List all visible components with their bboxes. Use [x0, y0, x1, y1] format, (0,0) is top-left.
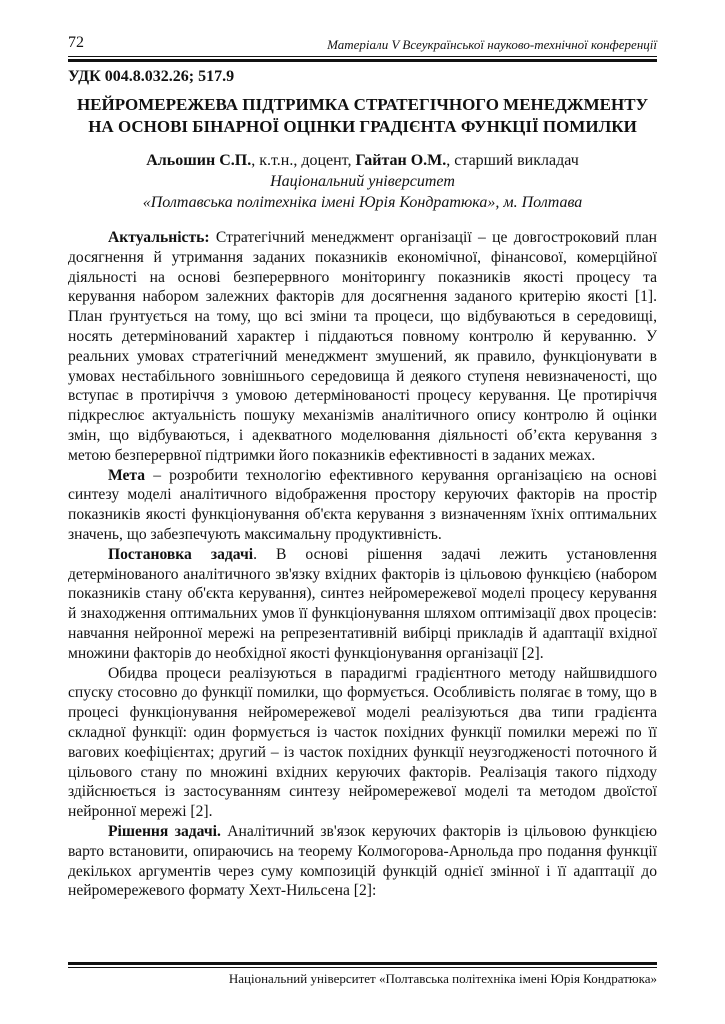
page-number: 72: [68, 34, 84, 51]
running-header: [68, 34, 657, 56]
footer-institution: Національний університет «Полтавська політехніка імені Юрія Кондратюка»: [228, 971, 657, 986]
conference-title: Матеріали V Всеукраїнської науково-технічної конференції: [327, 37, 657, 52]
author-1-desc: , к.т.н., доцент,: [251, 152, 356, 169]
body-text: [68, 228, 657, 901]
goal-text: – розробити технологію ефективного керування організацією на основі синтезу моделі аналітичного відображення простору керуючих факторів на простір показників якості функціонування об'єкта керування з визначенням їхніх оптимальних значень, що забезпечують максимальну продуктивність.: [68, 466, 657, 543]
paragraph-relevance: [68, 228, 657, 466]
header-rule-thick: [68, 59, 657, 62]
header-rule: [68, 56, 657, 57]
problem-text: . В основі рішення задачі лежить установлення детермінованого аналітичного зв'язку вхідних факторів із цільовою функцією (набором показників стану об'єкта керування), синтез нейромережевої моделі процесу керування й знаходження оптимальних умов її функціонування шляхом оптимізації двох процесів: навчання нейронної мережі на репрезентативній вибірці прикладів й адаптації вхідної множини факторів до необхідної якості функціонування організації [2].: [68, 545, 657, 662]
problem-heading: Постановка задачі: [108, 545, 254, 563]
paragraph-processes: Обидва процеси реалізуються в парадигмі градієнтного методу найшвидшого спуску стосовно до функції помилки, що формується. Особливість полягає в тому, що в процесі функціонування нейромережевої моделі реалізуються два типи градієнта складної функції: один формується із часток похідних функції помилки мережі по її вагових коефіцієнтах; другий – із часток похідних функції неузгодженості поточного й цільового стану по множині вхідних керуючих факторів. Реалізація такого підходу здійснюється із застосуванням синтезу нейромережевої моделі та методом двоїстої нейронної мережі [2].: [68, 664, 657, 821]
solution-text: Аналітичний зв'язок керуючих факторів із цільовою функцією варто встановити, опираючись на теорему Колмогорова-Арнольда про подання функції декількох аргументів через суму композицій функцій однієї змінної і її адаптації до нейромережевого формату Хехт-Нильсена [2]:: [68, 822, 657, 900]
relevance-text: Стратегічний менеджмент організації – це довгостроковий план досягнення й утримання заданих показників економічної, фінансової, комерційної діяльності на основі безперервного моніторингу показників якості процесу та керування набором залежних факторів для досягнення заданого критерію якості [1]. План ґрунтується на тому, що всі зміни та процеси, що відбуваються в середовищі, носять детермінований характер і піддаються повному контролю й керуванню. У реальних умовах стратегічний менеджмент змушений, як правило, функціонувати в умовах нестабільного зовнішнього середовища й деякого ступеня невизначеності, що вступає в протиріччя з умовою детермінованості процесу керування. Це протиріччя підкреслює актуальність пошуку механізмів аналітичного опису контролю й оцінки змін, що відбуваються, і адекватного моделювання діяльності об’єкта керування з метою безперервної підтримки його показників ефективності в заданих межах.: [68, 229, 657, 464]
relevance-heading: Актуальність:: [108, 229, 210, 246]
author-2: Гайтан О.М.: [355, 152, 447, 169]
solution-heading: Рішення задачі.: [108, 822, 221, 840]
author-line: [68, 150, 657, 171]
author-block: [68, 150, 657, 213]
title-line-2: НА ОСНОВІ БІНАРНОЇ ОЦІНКИ ГРАДІЄНТА ФУНКЦІЇ ПОМИЛКИ: [88, 117, 637, 136]
affiliation-1: Національний університет: [270, 173, 455, 190]
footer-rule-thick: [68, 962, 657, 965]
paragraph-problem: [68, 545, 657, 664]
author-2-desc: , старший викладач: [446, 152, 579, 169]
paragraph-goal: [68, 466, 657, 545]
title-line-1: НЕЙРОМЕРЕЖЕВА ПІДТРИМКА СТРАТЕГІЧНОГО МЕНЕДЖМЕНТУ: [76, 95, 649, 114]
paragraph-solution: [68, 822, 657, 901]
author-1: Альошин С.П.: [146, 152, 252, 169]
paper-title: [68, 94, 657, 138]
goal-heading: Мета: [108, 466, 146, 484]
footer-rule: [68, 967, 657, 968]
affiliation-2: «Полтавська політехніка імені Юрія Кондратюка», м. Полтава: [142, 194, 583, 211]
udk-code: УДК 004.8.032.26; 517.9: [68, 68, 235, 85]
